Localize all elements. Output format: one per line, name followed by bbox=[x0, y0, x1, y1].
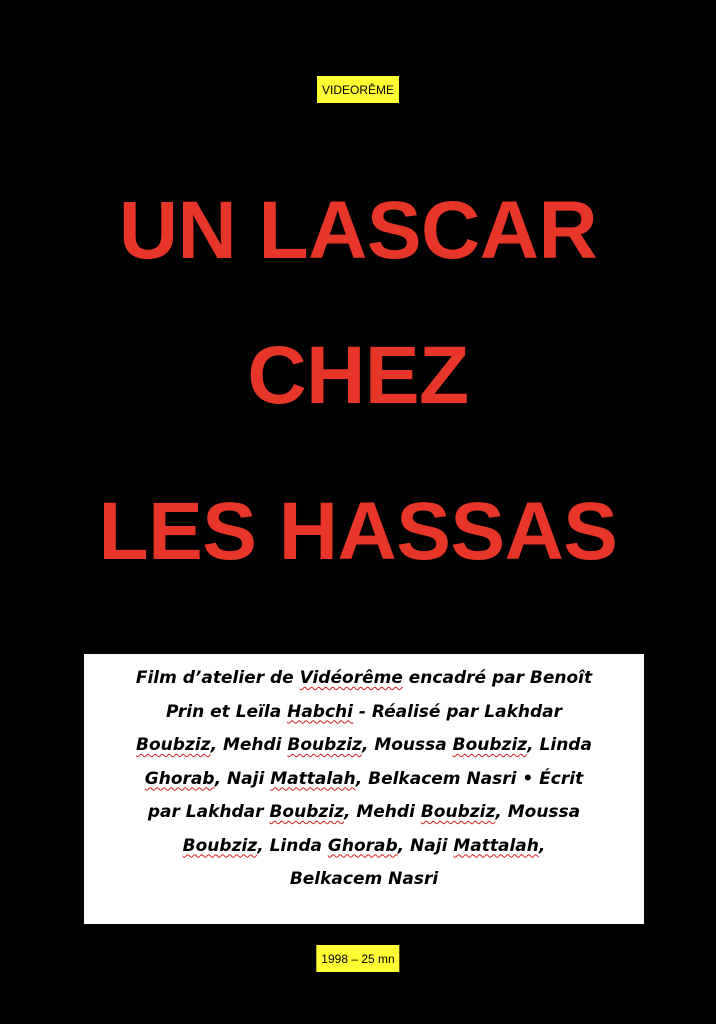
credits-text: , Naji bbox=[397, 835, 454, 856]
credits-line-4 bbox=[94, 763, 634, 797]
credits-name: Boubziz bbox=[420, 802, 496, 822]
credits-text: - Réalisé par Lakhdar bbox=[352, 701, 563, 722]
credits-text: par Lakhdar bbox=[147, 802, 270, 822]
title-line-1: UN LASCAR bbox=[118, 185, 598, 276]
credits-text: , Linda bbox=[257, 835, 328, 856]
credits-name: Boubziz bbox=[182, 835, 258, 856]
title-line-3: LES HASSAS bbox=[98, 486, 618, 577]
credits-text: , Linda bbox=[527, 735, 592, 755]
credits-name: Vidéorême bbox=[299, 668, 403, 688]
credits-box bbox=[84, 654, 644, 924]
credits-text: encadré par Benoît bbox=[402, 668, 593, 688]
credits-line-6 bbox=[94, 830, 634, 864]
credits-name: Mattalah bbox=[270, 768, 356, 789]
credits-name: Boubziz bbox=[269, 802, 344, 822]
credits-text: , Moussa bbox=[361, 735, 453, 755]
credits-name: Boubziz bbox=[136, 735, 211, 755]
credits-line-3 bbox=[94, 729, 634, 763]
credits-text: Prin et Leïla bbox=[165, 701, 288, 722]
brand-tag: VIDEORÊME bbox=[317, 76, 399, 103]
credits-line-7 bbox=[94, 863, 634, 897]
credits-text: , Naji bbox=[214, 768, 271, 789]
credits-name: Boubziz bbox=[287, 735, 362, 755]
credits-text: , Belkacem Nasri • Écrit bbox=[355, 768, 584, 789]
credits-name: Mattalah bbox=[453, 835, 539, 856]
title-line-2: CHEZ bbox=[247, 330, 469, 421]
credits-line-1 bbox=[94, 662, 634, 696]
credits-text: Film d’atelier de bbox=[135, 668, 300, 688]
credits-name: Ghorab bbox=[327, 835, 398, 856]
credits-name: Habchi bbox=[287, 701, 353, 722]
credits-text: , bbox=[538, 835, 546, 856]
credits-text: , Moussa bbox=[495, 802, 581, 822]
year-duration-tag: 1998 – 25 mn bbox=[316, 945, 399, 972]
credits-name: Ghorab bbox=[144, 768, 215, 789]
credits-line-2 bbox=[94, 696, 634, 730]
credits-name: Boubziz bbox=[452, 735, 528, 755]
credits-text: , Mehdi bbox=[343, 802, 421, 822]
credits-text: , Mehdi bbox=[210, 735, 288, 755]
credits-line-5 bbox=[94, 796, 634, 830]
credits-text: Belkacem Nasri bbox=[289, 869, 439, 889]
